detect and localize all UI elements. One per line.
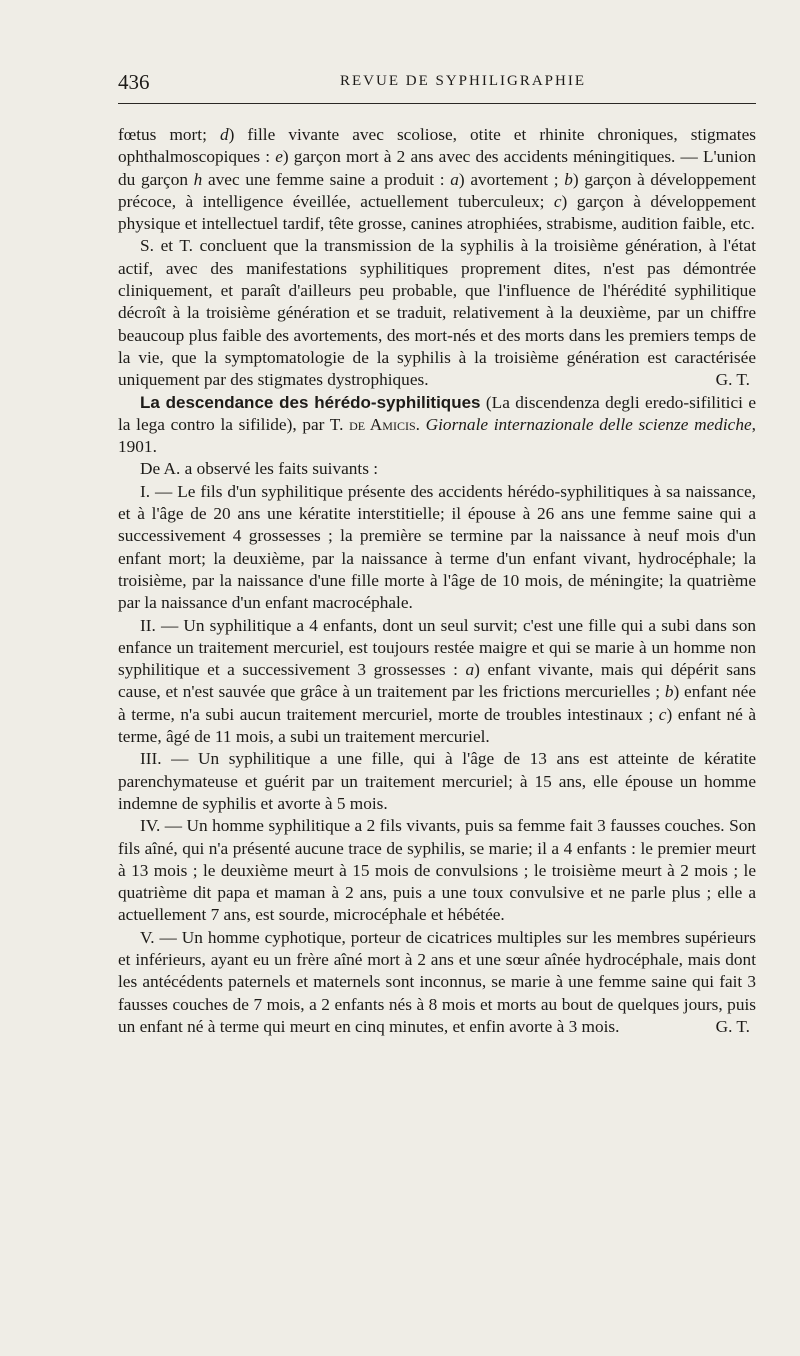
signature: G. T. [715, 1016, 750, 1036]
article-heading-paragraph: La descendance des hérédo-syphilitiques (La discendenza degli eredo-sifilitici e la lega contro la sifilide), par T. de Amicis. Giornale internazionale delle scienze mediche, 1901. [118, 392, 756, 457]
article-title: La descendance des hérédo-syphilitiques [140, 392, 481, 412]
paragraph-continuation: fœtus mort; d) fille vivante avec scoliose, otite et rhinite chroniques, stigmates ophthalmoscopiques : e) garçon mort à 2 ans avec des accidents méningitiques. — L'union du garçon h avec une femme saine a produit : a) avortement ; b) garçon à développement précoce, à intelligence éveillée, actuellement tuberculeux; c) garçon à développement physique et intellectuel tardif, tête grosse, canines atrophiées, strabisme, audition faible, etc. [118, 125, 757, 234]
article-body [118, 124, 756, 1038]
case-1: I. — Le fils d'un syphilitique présente des accidents hérédo-syphilitiques à sa naissance, et à l'âge de 20 ans une kératite interstitielle; il épouse à 26 ans une femme saine qui a successivement 4 grossesses ; la première se termine par la naissance à neuf mois d'un enfant mort; la deuxième, par la naissance à terme d'un enfant vivant, hydrocéphale; la troisième, par la naissance d'une fille morte à l'âge de 10 mois, de méningite; la quatrième par la naissance d'un enfant macrocéphale. [118, 481, 756, 613]
running-title: REVUE DE SYPHILIGRAPHIE [340, 73, 586, 89]
signature: G. T. [715, 370, 750, 390]
case-2: II. — Un syphilitique a 4 enfants, dont un seul survit; c'est une fille qui a subi dans son enfance un traitement mercuriel, est toujours restée maigre et qui se marie à un homme non syphilitique et a successivement 3 grossesses : a) enfant vivante, mais qui dépérit sans cause, et n'est sauvée que grâce à un traitement par les frictions mercurielles ; b) enfant née à terme, n'a subi aucun traitement mercuriel, morte de troubles intestinaux ; c) enfant né à terme, âgé de 11 mois, a subi un traitement mercuriel. [118, 615, 756, 747]
author-name: de Amicis [349, 414, 416, 434]
page-header [118, 70, 758, 100]
paragraph-intro: De A. a observé les faits suivants : [140, 459, 379, 479]
case-4: IV. — Un homme syphilitique a 2 fils vivants, puis sa femme fait 3 fausses couches. Son fils aîné, qui n'a présenté aucune trace de syphilis, se marie; il a 4 enfants : le premier meurt à 13 mois ; le deuxième meurt à 15 mois de convulsions ; le troisième meurt à 2 mois ; le quatrième dit papa et maman à 2 ans, puis a une toux convulsive et ne parle plus ; elle a actuellement 7 ans, est sourde, microcéphale et hébétée. [118, 816, 756, 925]
journal-name: Giornale internazionale delle scienze mediche [425, 414, 752, 434]
case-3: III. — Un syphilitique a une fille, qui à l'âge de 13 ans est atteinte de kératite parenchymateuse et guérit par un traitement mercuriel; à 15 ans, elle épouse un homme indemne de syphilis et avorte à 5 mois. [118, 749, 756, 813]
header-rule [118, 103, 756, 104]
case-5: V. — Un homme cyphotique, porteur de cicatrices multiples sur les membres supérieurs et inférieurs, ayant eu un frère aîné mort à 2 ans et une sœur aînée hydrocéphale, mais dont les antécédents paternels et maternels sont inconnus, se marie à une femme saine qui fait 3 fausses couches de 7 mois, a 2 enfants nés à 8 mois et morts au bout de quelques jours, puis un enfant né à terme qui meurt en cinq minutes, et enfin avorte à 3 mois. G. T. [118, 927, 756, 1038]
page-number: 436 [118, 70, 150, 94]
paragraph-conclusion: S. et T. concluent que la transmission de la syphilis à la troisième génération, à l'état actif, avec des manifestations syphilitiques proprement dites, n'est pas démontrée cliniquement, et paraît d'ailleurs peu probable, que l'influence de l'hérédité syphilitique décroît à la troisième génération et se traduit, relativement à la deuxième, par un chiffre beaucoup plus faible des avortements, des mort-nés et des morts dans les premiers temps de la vie, que la symptomatologie de la syphilis à la troisième génération est caractérisée uniquement par des stigmates dystrophiques. G. T. [118, 235, 756, 391]
